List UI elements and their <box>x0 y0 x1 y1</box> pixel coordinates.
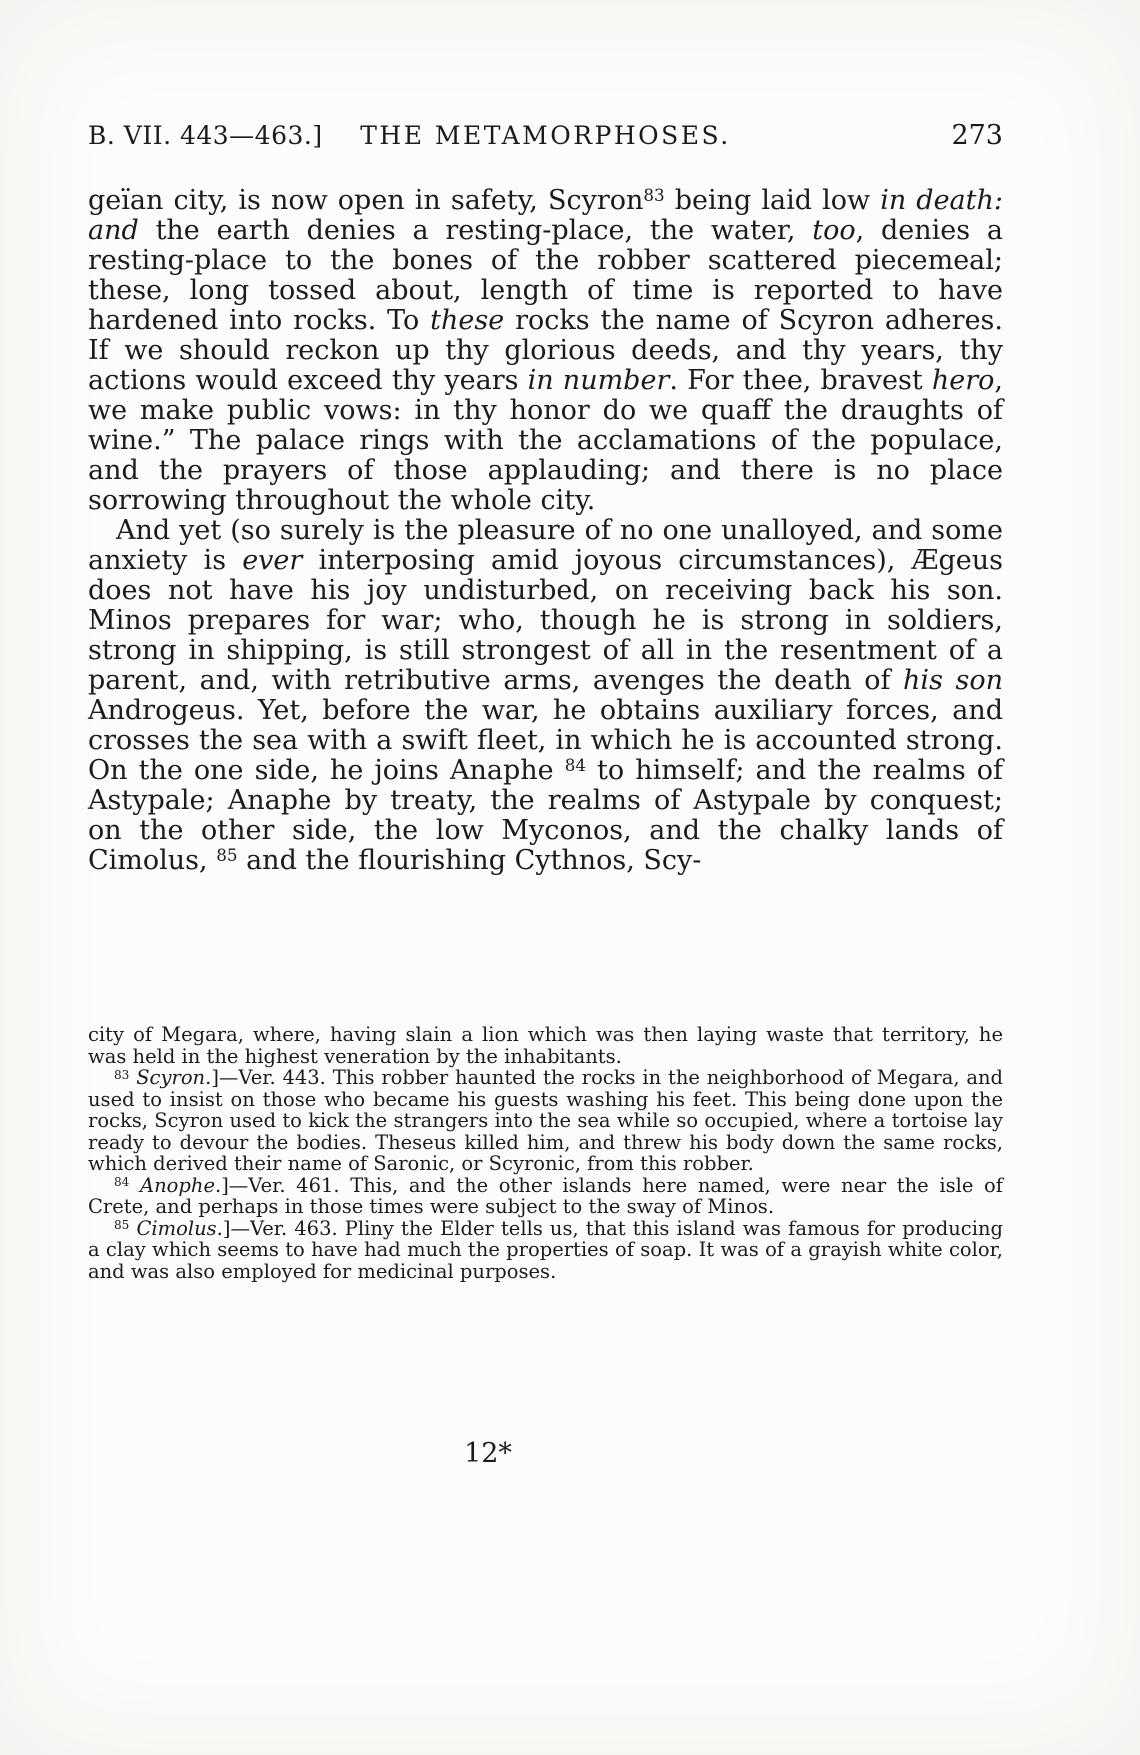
header-book-title: THE METAMORPHOSES. <box>360 121 731 150</box>
footnote-marker: 83 <box>114 1067 130 1082</box>
text-run: ]—Ver. 461. This, and the other islands here named, were near the isle of Crete, and perhaps in those times were subject to the sway of Minos. <box>88 1173 1003 1218</box>
italic-text-run: ever <box>242 545 303 576</box>
text-run: ]—Ver. 443. This robber haunted the rocks in the neighborhood of Megara, and used to insist on those who became his guests washing his feet. This being done upon the rocks, Scyron used to kick the strangers into the sea while so occupied, where a tortoise lay ready to devour the bodies. Theseus killed him, and threw his body down the same rocks, which derived their name of Saronic, or Scyronic, from this robber. <box>88 1066 1004 1175</box>
text-run: Androgeus. Yet, before the war, he obtains auxiliary forces, and crosses the sea with a swift fleet, in which he is accounted strong. On the one side, he joins Anaphe <box>88 695 1003 786</box>
text-run: And yet (so surely is the pleasure of no one unalloyed, and some anxiety is <box>88 515 1003 576</box>
footnote-marker: 85 <box>114 1218 130 1233</box>
italic-text-run: Scyron. <box>136 1066 212 1089</box>
text-run: city of Megara, where, having slain a lion which was then laying waste that territory, he was held in the highest veneration by the inhabitants. <box>88 1023 1003 1068</box>
footnote-83 <box>88 1067 1003 1175</box>
footnote-85 <box>88 1218 1003 1283</box>
text-run: the earth denies a resting-place, the water, <box>138 215 813 246</box>
text-run: , we make public vows: in thy honor do we quaff the draughts of wine.” The palace rings with the acclamations of the populace, and the prayers of those applauding; and there is no place sorrowing throughout the whole city. <box>88 365 1003 516</box>
text-run: geïan city, is now open in safety, Scyron <box>88 185 644 216</box>
italic-text-run: too <box>812 215 856 246</box>
footnote-84 <box>88 1175 1003 1218</box>
italic-text-run: hero <box>931 365 995 396</box>
footnote-marker: 84 <box>564 755 586 776</box>
text-run: . For thee, bravest <box>669 365 932 396</box>
paragraph <box>88 516 1003 876</box>
paragraph-continuation <box>88 186 1003 516</box>
text-run <box>129 1174 140 1197</box>
header-book-verse-ref: B. VII. 443—463.] <box>88 121 323 150</box>
footnote-marker: 84 <box>114 1175 130 1190</box>
footnotes-block <box>88 1024 1003 1282</box>
main-text-block <box>88 186 1003 876</box>
italic-text-run: Anophe. <box>140 1173 222 1197</box>
text-run: , denies a resting-place to the bones of the robber scattered piecemeal; these, long tossed about, length of time is reported to have hardened into rocks. To <box>88 215 1004 336</box>
text-run: rocks the name of Scyron adheres. If we should reckon up thy glorious deeds, and thy years, thy actions would exceed thy years <box>88 305 1003 396</box>
text-run: interposing amid joyous circumstances), Ægeus does not have his joy undisturbed, on receiving back his son. Minos prepares for war; who, though he is strong in soldiers, strong in shipping, is still strongest of all in the resentment of a parent, and, with retributive arms, avenges the death of <box>88 545 1003 696</box>
signature-mark: 12* <box>464 1438 512 1469</box>
italic-text-run: in number <box>527 365 670 396</box>
running-header <box>88 120 1003 151</box>
text-run: and the flourishing Cythnos, Scy- <box>237 845 702 876</box>
footnote-continuation <box>88 1024 1003 1067</box>
header-page-number: 273 <box>951 120 1003 151</box>
text-run: ]—Ver. 463. Pliny the Elder tells us, that this island was famous for producing a clay which seems to have had much the properties of soap. It was of a grayish white color, and was also employed for medicinal purposes. <box>88 1216 1003 1283</box>
footnote-marker: 85 <box>216 845 238 866</box>
italic-text-run: in death: and <box>88 185 1003 246</box>
text-run: being laid low <box>664 185 881 216</box>
italic-text-run: Cimolus. <box>136 1216 223 1240</box>
italic-text-run: his son <box>903 665 1003 696</box>
text-run: to himself; and the realms of Astypale; Anaphe by treaty, the realms of Astypale by conquest; on the other side, the low Myconos, and the chalky lands of Cimolus, <box>88 755 1003 876</box>
footnote-marker: 83 <box>643 185 665 206</box>
italic-text-run: these <box>430 305 505 336</box>
